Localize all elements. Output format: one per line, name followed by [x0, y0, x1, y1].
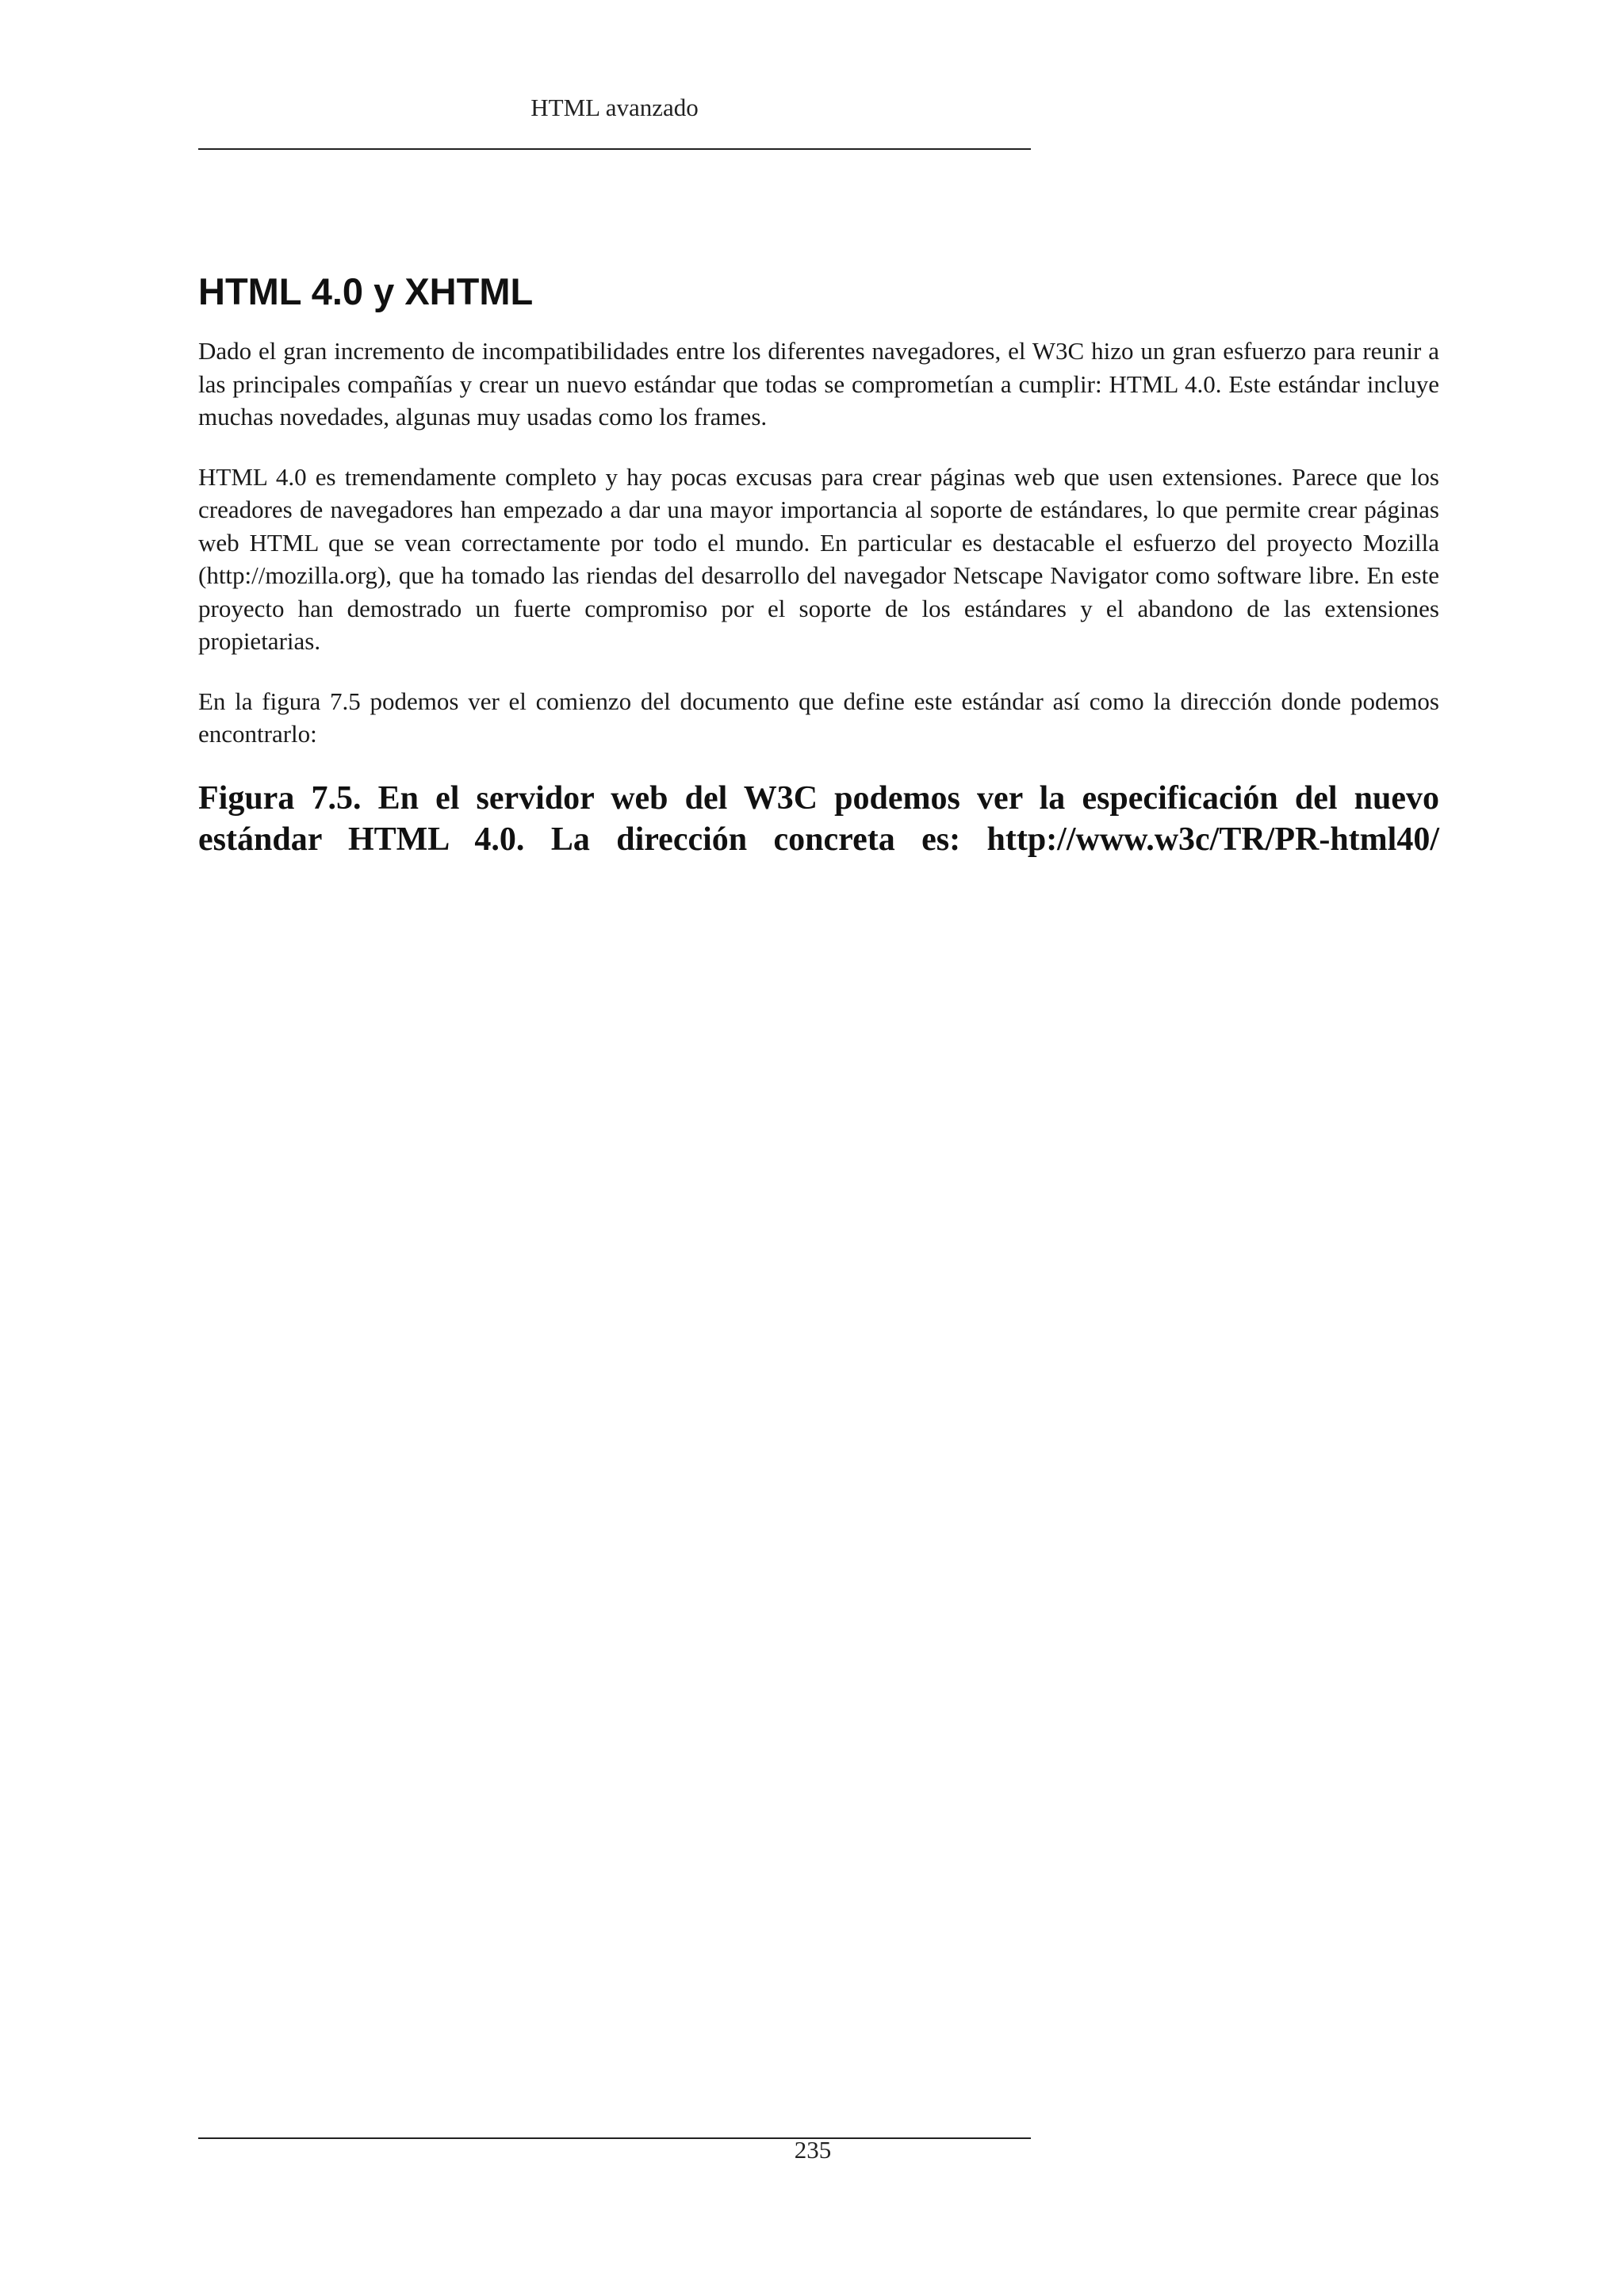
paragraph-figure-reference: En la figura 7.5 podemos ver el comienzo del documento que define este estándar así como la dirección donde podemos encontrarlo:	[198, 687, 1439, 748]
running-header: HTML avanzado	[530, 94, 699, 121]
page-number: 235	[794, 2136, 832, 2164]
section-title: HTML 4.0 y XHTML	[198, 270, 534, 312]
figure-caption: Figura 7.5. En el servidor web del W3C podemos ver la especificación del nuevo estándar HTML 4.0. La dirección concreta es: http://www.w3c/TR/PR-html40/	[198, 779, 1439, 858]
paragraph-mozilla: HTML 4.0 es tremendamente completo y hay pocas excusas para crear páginas web que usen extensiones. Parece que los creadores de navegadores han empezado a dar una mayor importancia al soporte de estándares, lo que permite crear páginas web HTML que se vean correctamente por todo el mundo. En particular es destacable el esfuerzo del proyecto Mozilla (http://mozilla.org), que ha tomado las riendas del desarrollo del navegador Netscape Navigator como software libre. En este proyecto han demostrado un fuerte compromiso por el soporte de los estándares y el abandono de las extensiones propietarias.	[198, 462, 1439, 655]
page-content	[198, 268, 1439, 860]
paragraph-intro: Dado el gran incremento de incompatibilidades entre los diferentes navegadores, el W3C hizo un gran esfuerzo para reunir a las principales compañías y crear un nuevo estándar que todas se comprometían a cumplir: HTML 4.0. Este estándar incluye muchas novedades, algunas muy usadas como los frames.	[198, 337, 1439, 430]
header-rule	[198, 148, 1031, 150]
